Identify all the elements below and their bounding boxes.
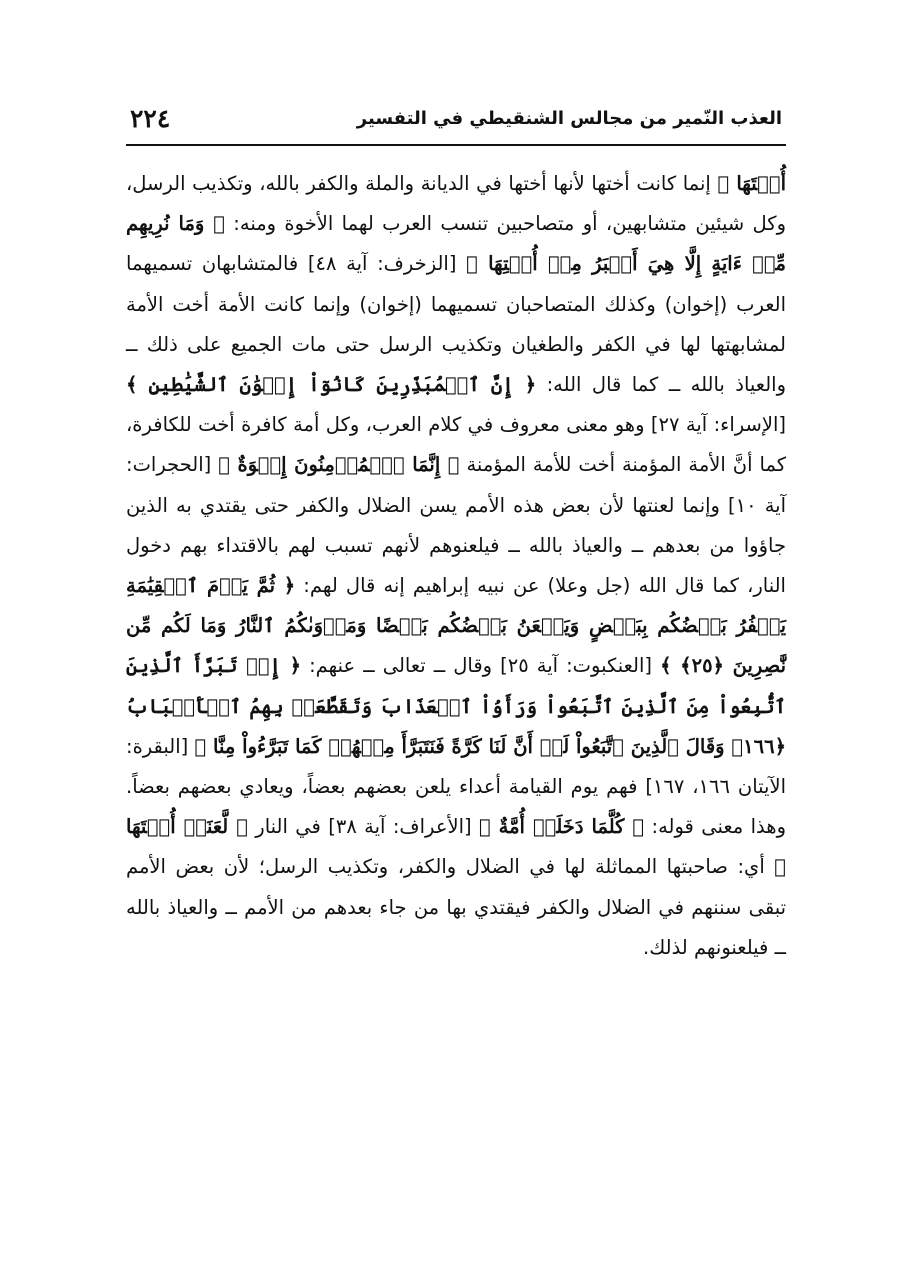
text-run: [البقرة: الآيتان ١٦٦، ١٦٧] فهم يوم القيامة أعداء يلعن بعضهم بعضاً، ويعادي بعضهم بعضاً. وهذا معنى قوله: — [126, 734, 786, 839]
text-run: [الحجرات: آية ١٠] وإنما لعنتها لأن بعض هذه الأمم يسن الضلال والكفر حتى يقتدي به الذين جاؤوا من بعدهم ــ والعياذ بالله ــ فيلعنوهم لأنهم تسبب لهم بالاقتداء بهم دخول النار، كما قال الله (جل وعلا) عن نبيه إبراهيم إنه قال لهم: — [126, 453, 786, 598]
quran-verse: ﴿ إِنَّ ٱلۡمُبَذِّرِينَ كَانُوٓاْ إِخۡوَٰنَ ٱلشَّيَٰطِينِ ﴾ — [126, 373, 537, 397]
text-run: أي: صاحبتها المماثلة لها في الضلال والكفر، وتكذيب الرسل؛ لأن بعض الأمم تبقى سننهم في الضلال والكفر فيقتدي بها من جاء بعدهم من الأمم ــ والعياذ بالله ــ فيلعنونهم لذلك. — [126, 855, 786, 959]
text-run: [الزخرف: آية ٤٨] فالمتشابهان تسميهما العرب (إخوان) وكذلك المتصاحبان تسميهما (إخوان) وإنما كانت الأمة أخت الأمة لمشابهتها لها في الكفر والطغيان وتكذيب الرسل حتى مات الجميع على ذلك ــ والعياذ بالله ــ كما قال الله: — [126, 252, 786, 397]
quran-verse: ﴿ إِذۡ تَبَرَّأَ ٱلَّذِينَ ٱتُّبِعُواْ مِنَ ٱلَّذِينَ ٱتَّبَعُواْ وَرَأَوُاْ ٱلۡعَذَابَ وَتَقَطَّعَتۡ بِهِمُ ٱلۡأَسۡبَابُ ﴿١٦٦﴾ وَقَالَ ٱلَّذِينَ ٱتَّبَعُواْ لَوۡ أَنَّ لَنَا كَرَّةً فَنَتَبَرَّأَ مِنۡهُمۡ كَمَا تَبَرَّءُواْ مِنَّا ﴾ — [126, 654, 786, 758]
page-number: ٢٢٤ — [130, 104, 171, 133]
text-run: [الإسراء: آية ٢٧] وهو معنى معروف في كلام العرب، وكل أمة كافرة أخت للكافرة، كما أنَّ الأمة المؤمنة أخت للأمة المؤمنة — [126, 413, 786, 477]
quran-verse: ﴿ لَّعَنَتۡ أُخۡتَهَا ﴾ — [126, 815, 786, 879]
body-text — [126, 164, 786, 968]
text-run: [العنكبوت: آية ٢٥] وقال ــ تعالى ــ عنهم: — [301, 654, 661, 678]
quran-verse: ﴿ وَمَا نُرِيهِم مِّنۡ ءَايَةٍ إِلَّا هِيَ أَكۡبَرُ مِنۡ أُخۡتِهَا ﴾ — [126, 212, 786, 276]
quran-verse: ﴿ كُلَّمَا دَخَلَتۡ أُمَّةٌ ﴾ — [478, 815, 645, 839]
text-run: إنما كانت أختها لأنها أختها في الديانة والملة والكفر بالله، وتكذيب الرسل، وكل شيئين متشابهين، أو متصاحبين تنسب العرب لهما الأخوة ومنه: — [126, 172, 786, 236]
book-title: العذب النّمير من مجالس الشنقيطي في التفسير — [356, 108, 782, 129]
paragraph — [126, 164, 786, 968]
running-header — [126, 96, 786, 146]
quran-verse: أُخۡتَهَا ﴾ — [717, 172, 786, 195]
text-run: [الأعراف: آية ٣٨] في النار — [247, 815, 479, 839]
quran-verse: ﴿ إِنَّمَا ٱلۡمُؤۡمِنُونَ إِخۡوَةٌ ﴾ — [218, 453, 460, 477]
quran-verse: ﴿ ثُمَّ يَوۡمَ ٱلۡقِيَٰمَةِ يَكۡفُرُ بَعۡضُكُم بِبَعۡضٍ وَيَلۡعَنُ بَعۡضُكُم بَعۡضًا وَمَأۡوَىٰكُمُ ٱلنَّارُ وَمَا لَكُم مِّن نَّٰصِرِينَ ﴿٢٥﴾ ﴾ — [126, 574, 786, 678]
book-page — [126, 96, 786, 1196]
